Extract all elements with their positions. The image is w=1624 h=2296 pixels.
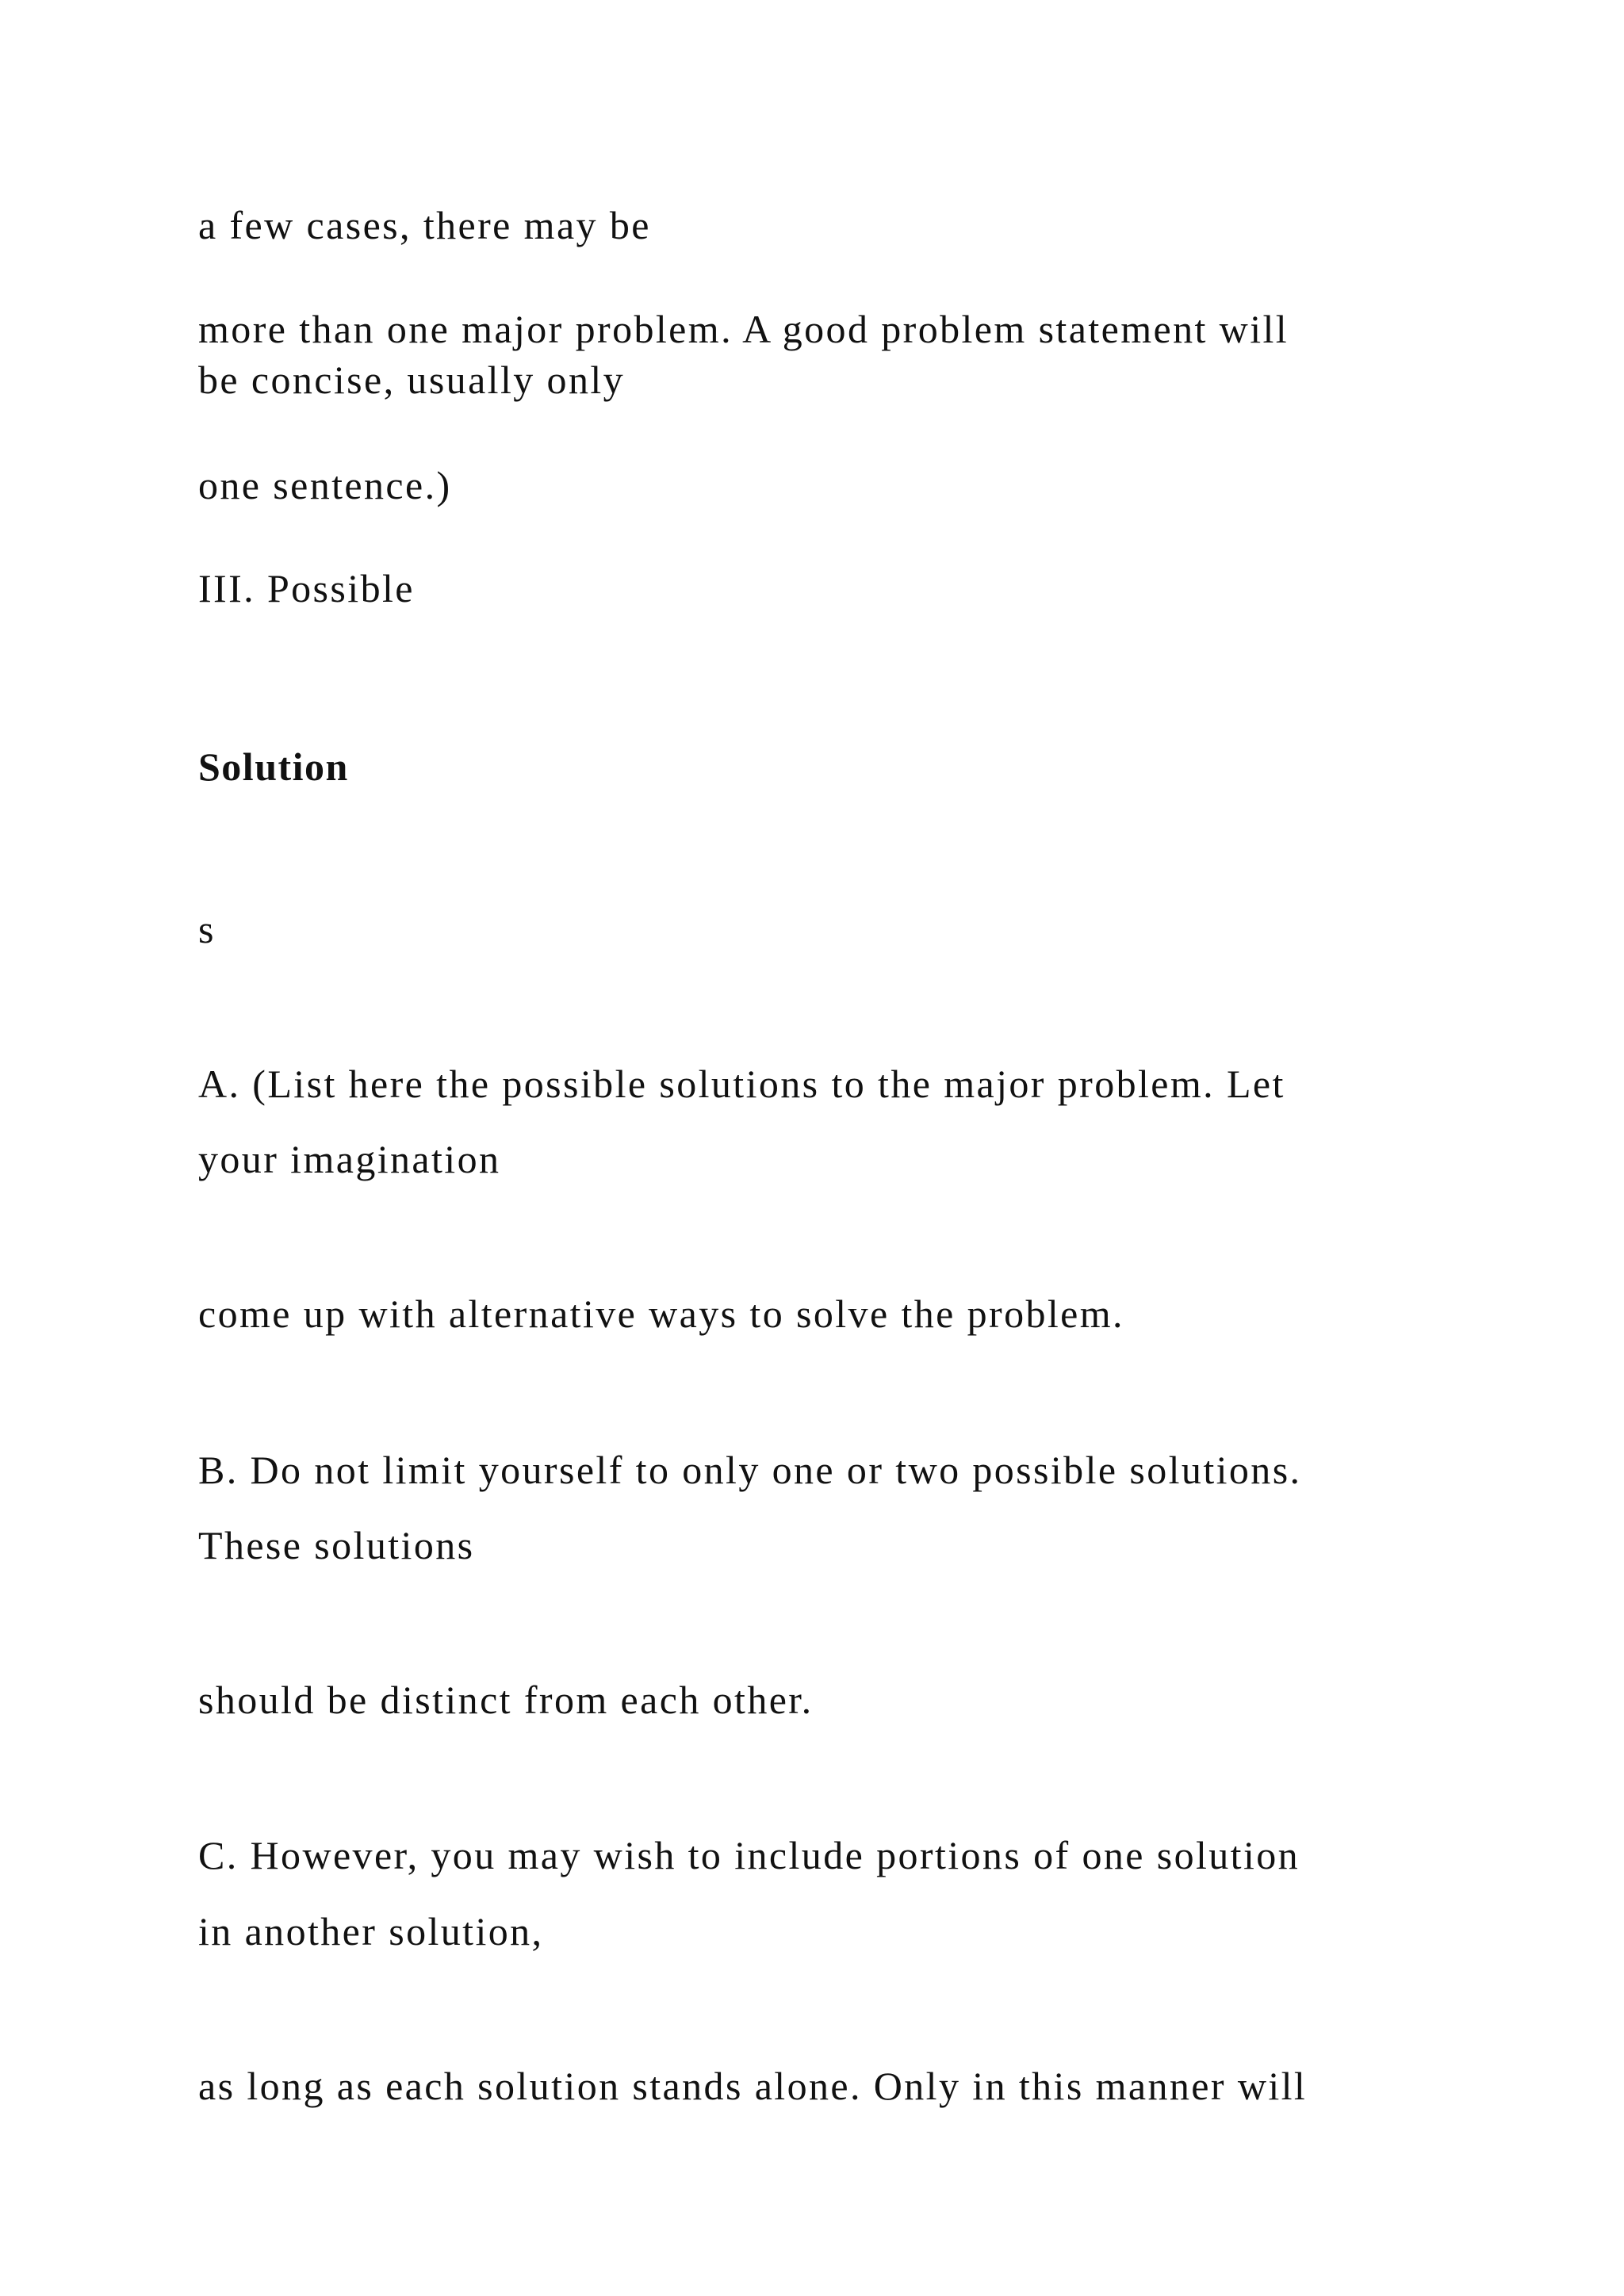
text-line: These solutions [198,1523,475,1567]
list-item-a: A. (List here the possible solutions to the major problem. Let [198,1062,1285,1106]
text-line: your imagination [198,1137,501,1181]
text-line: come up with alternative ways to solve the problem. [198,1292,1124,1336]
text-line: s [198,907,216,951]
text-line: a few cases, there may be [198,203,651,247]
list-item-c: C. However, you may wish to include portions of one solution [198,1833,1300,1877]
text-line: more than one major problem. A good problem statement will [198,307,1289,351]
text-line: be concise, usually only [198,358,626,402]
text-line: should be distinct from each other. [198,1678,814,1722]
section-label: III. Possible [198,566,415,610]
text-line: in another solution, [198,1909,544,1954]
list-item-b: B. Do not limit yourself to only one or two possible solutions. [198,1448,1302,1492]
text-line: as long as each solution stands alone. Only in this manner will [198,2064,1308,2108]
text-line: one sentence.) [198,463,452,507]
section-heading: Solution [198,744,349,789]
